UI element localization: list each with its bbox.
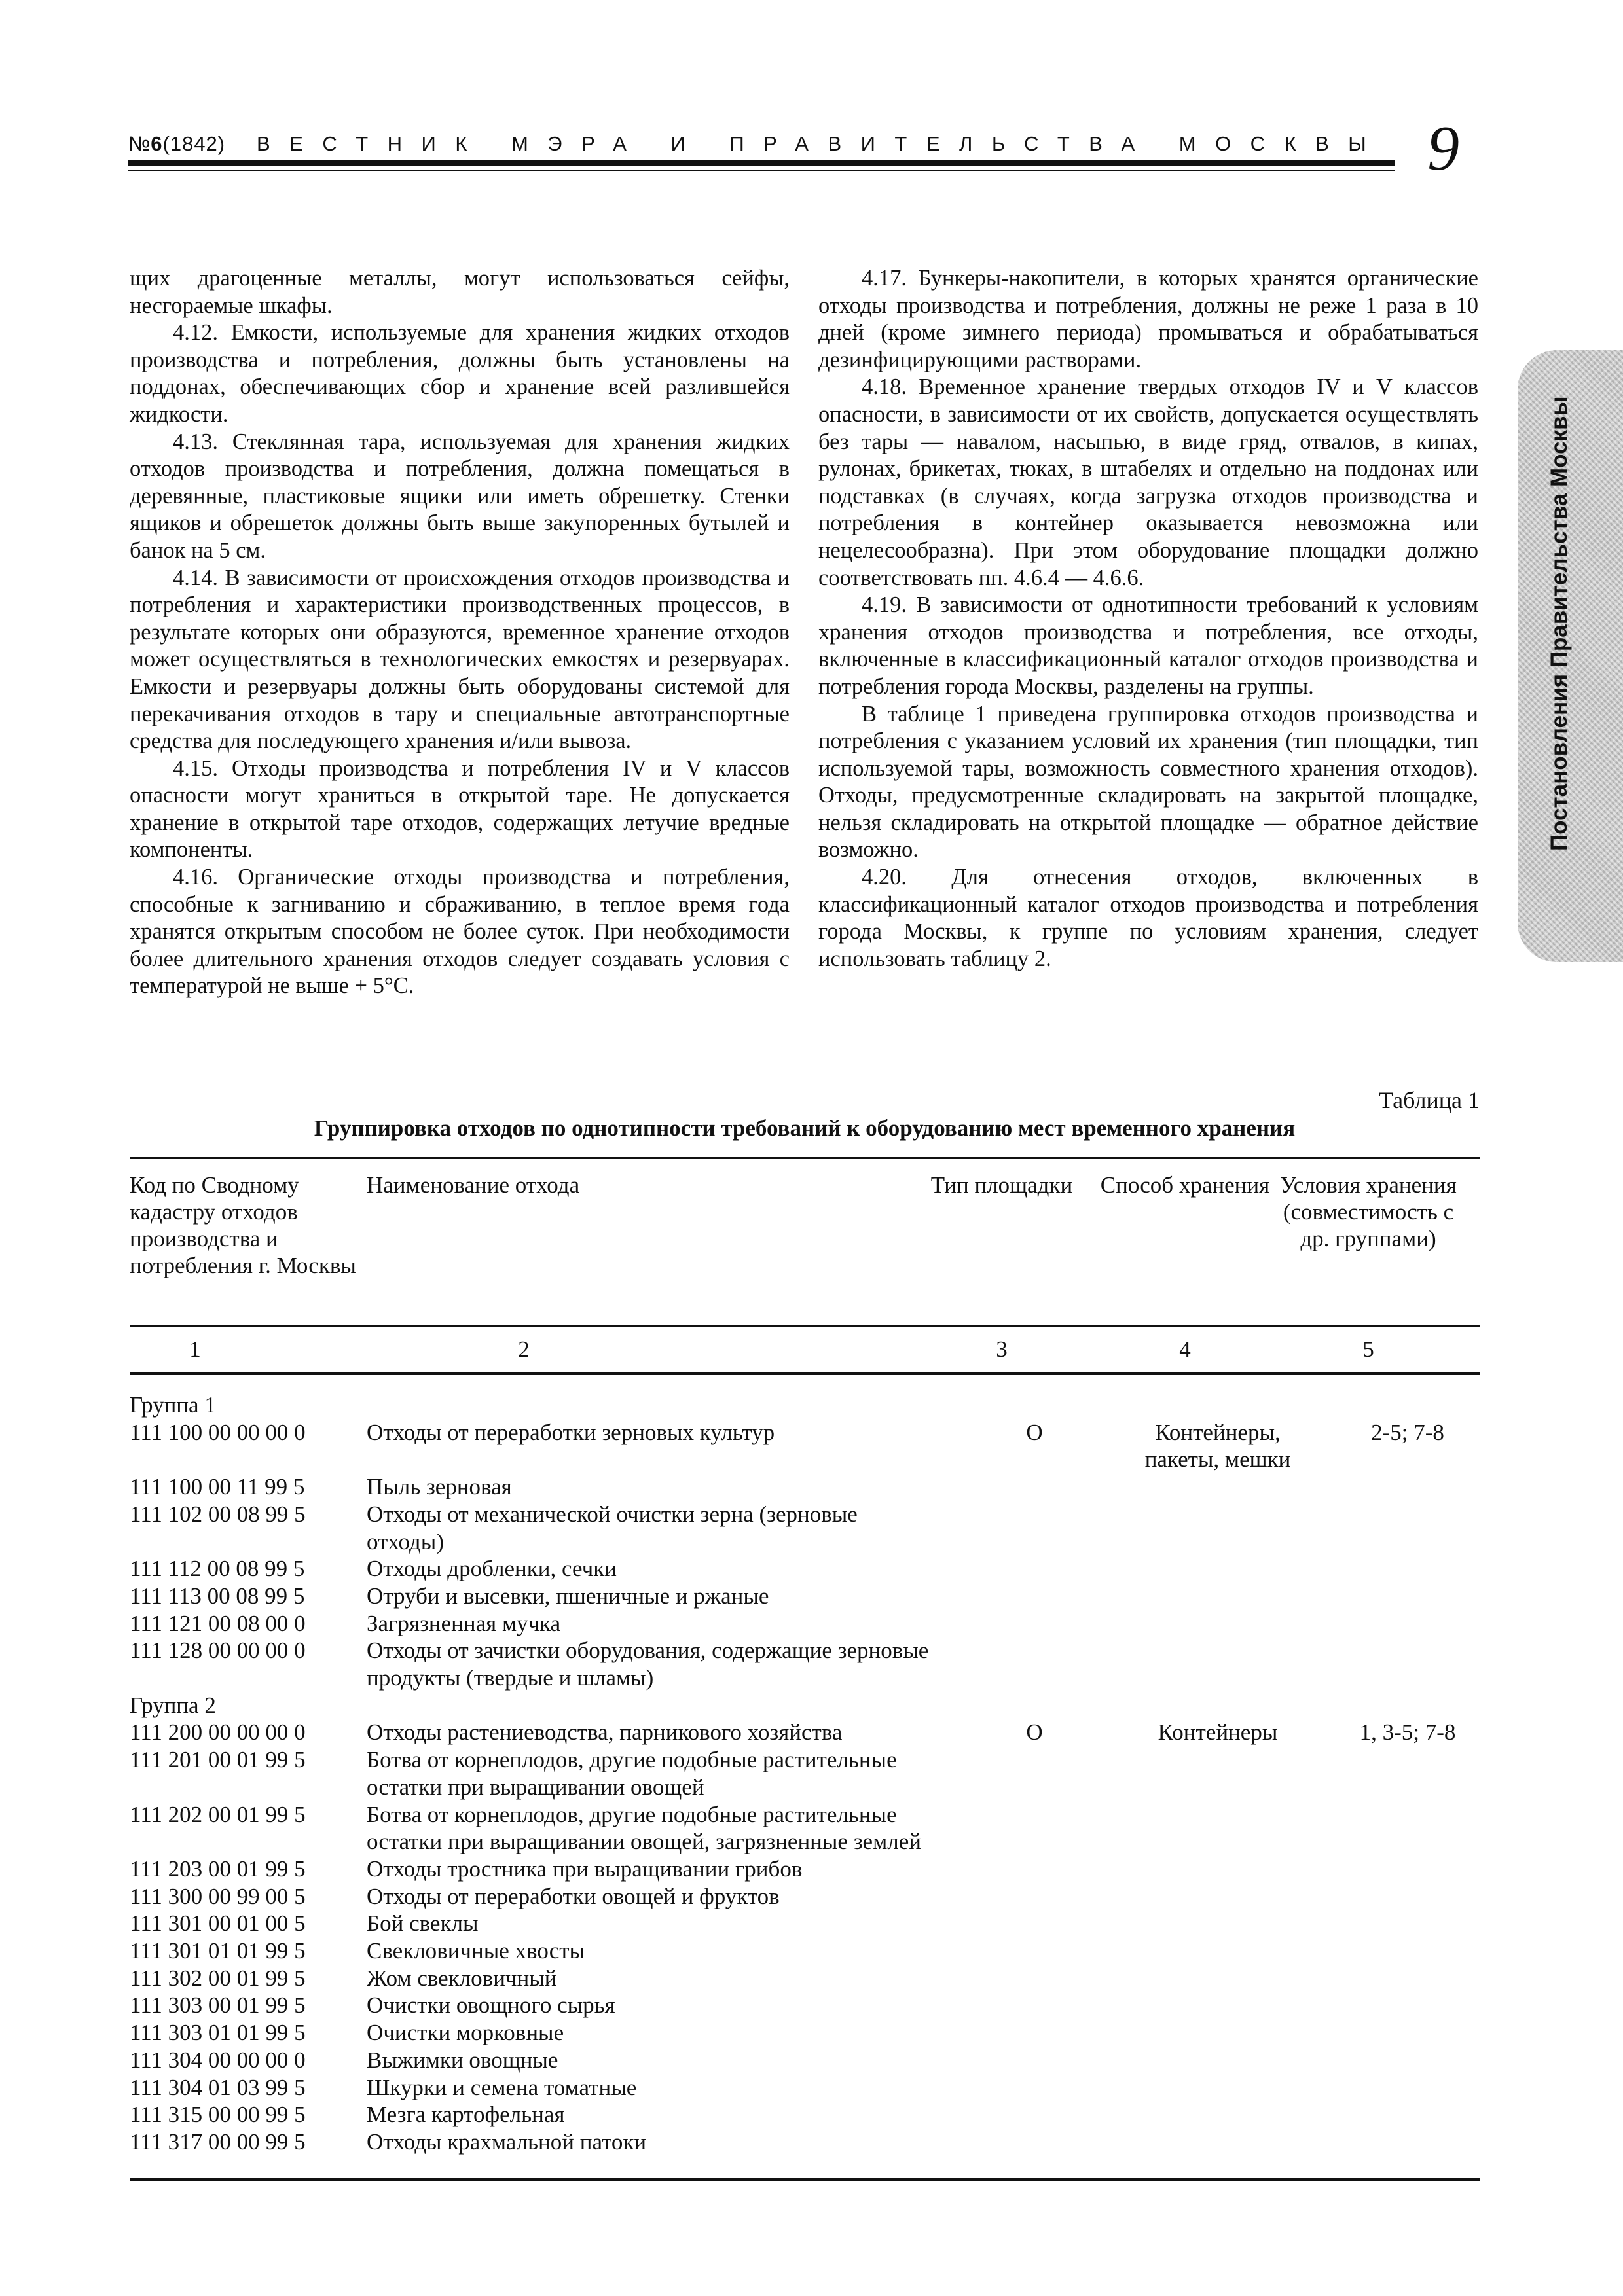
table-row (130, 2128, 1480, 2156)
site-type-cell (936, 1856, 1133, 1883)
site-type-cell (936, 1473, 1133, 1501)
table-bottom-rule (130, 2178, 1480, 2181)
table-header-rule (130, 1325, 1480, 1327)
storage-method-cell (1120, 2019, 1316, 2047)
column-header-site-type: Тип площадки (930, 1172, 1073, 1198)
storage-method-cell (1120, 2101, 1316, 2128)
paragraph: щих драгоценные металлы, могут использоваться сейфы, несгораемые шкафы. (130, 266, 790, 318)
site-type-cell (936, 1583, 1133, 1610)
waste-name-cell: Отходы растениеводства, парникового хозяйства (367, 1719, 843, 1746)
waste-code-cell: 111 121 00 08 00 0 (130, 1610, 306, 1636)
waste-name-cell: Ботва от корнеплодов, другие подобные растительные остатки при выращивании овощей, загрязненные землей (367, 1801, 921, 1855)
table-row (130, 1746, 1480, 1801)
storage-conditions-cell (1309, 1746, 1506, 1801)
column-header-storage-method: Способ хранения (1100, 1172, 1270, 1198)
header-rule-thick (128, 160, 1395, 166)
site-type-cell (936, 1883, 1133, 1910)
site-type-cell (936, 1910, 1133, 1937)
waste-code-cell: 111 315 00 00 99 5 (130, 2102, 306, 2128)
storage-method-cell (1120, 1801, 1316, 1856)
paragraph: 4.19. В зависимости от однотипности требований к условиям хранения отходов производства и потребления, все отходы, включенные в классификационный каталог отходов производства и потребления города Москвы, разделены на группы. (818, 592, 1478, 699)
site-type-cell (936, 2074, 1133, 2102)
storage-method-cell (1120, 1610, 1316, 1638)
table-row (130, 1937, 1480, 1965)
column-number-1: 1 (189, 1336, 201, 1362)
table-row (130, 2101, 1480, 2128)
storage-method-cell (1120, 1746, 1316, 1801)
storage-method-cell (1120, 2074, 1316, 2102)
storage-conditions-cell (1309, 1801, 1506, 1856)
issue-number: №6(1842) (128, 132, 226, 155)
waste-code-cell: 111 113 00 08 99 5 (130, 1583, 305, 1609)
storage-conditions-cell (1309, 1937, 1506, 1965)
storage-conditions-cell (1309, 2074, 1506, 2102)
site-type-cell: О (1026, 1419, 1043, 1445)
waste-code-cell: 111 302 00 01 99 5 (130, 1965, 306, 1991)
paragraph: 4.16. Органические отходы производства и потребления, способные к загниванию и сбраживанию, в теплое время года хранятся открытым способом не более суток. При необходимости более длительного хранения отходов следует создавать условия с температурой не выше + 5°С. (130, 865, 790, 999)
paragraph: 4.13. Стеклянная тара, используемая для хранения жидких отходов производства и потребления, должна помещаться в деревянные, пластиковые ящики или иметь обрешетку. Стенки ящиков и обрешеток должны быть выше закупоренных бутылей и банок на 5 см. (130, 429, 790, 563)
waste-code-cell: 111 100 00 00 00 0 (130, 1419, 306, 1445)
column-header-storage-conditions: Условия хранения (совместимость с др. группами) (1280, 1172, 1457, 1251)
site-type-cell (936, 1637, 1133, 1691)
waste-code-cell: 111 304 01 03 99 5 (130, 2074, 306, 2100)
storage-method-cell (1120, 1992, 1316, 2019)
table-body (130, 1391, 1480, 2156)
storage-method-cell (1120, 1473, 1316, 1501)
site-type-cell (936, 1610, 1133, 1638)
waste-code-cell: 111 100 00 11 99 5 (130, 1474, 305, 1500)
table-number-rule (130, 1372, 1480, 1375)
storage-method-cell (1120, 1883, 1316, 1910)
paragraph: 4.17. Бункеры-накопители, в которых хранятся органические отходы производства и потребления, должны не реже 1 раза в 10 дней (кроме зимнего периода) промываться и обрабатываться дезинфицирующими растворами. (818, 266, 1478, 372)
waste-name-cell: Пыль зерновая (367, 1474, 512, 1500)
waste-name-cell: Отходы от механической очистки зерна (зерновые отходы) (367, 1501, 858, 1554)
storage-method-cell (1120, 1583, 1316, 1610)
waste-code-cell: 111 317 00 00 99 5 (130, 2128, 306, 2155)
storage-method-cell (1120, 1910, 1316, 1937)
site-type-cell (936, 1501, 1133, 1555)
storage-method-cell (1120, 2047, 1316, 2074)
left-text-column (130, 265, 790, 1000)
site-type-cell (936, 2019, 1133, 2047)
table-row (130, 2019, 1480, 2047)
table-row (130, 1473, 1480, 1501)
storage-conditions-cell (1309, 1473, 1506, 1501)
waste-name-cell: Отруби и высевки, пшеничные и ржаные (367, 1583, 769, 1609)
waste-name-cell: Отходы от переработки зерновых культур (367, 1419, 775, 1445)
storage-conditions-cell (1309, 1883, 1506, 1910)
storage-conditions-cell: 1, 3-5; 7-8 (1359, 1719, 1456, 1746)
waste-code-cell: 111 202 00 01 99 5 (130, 1801, 306, 1827)
waste-code-cell: 111 301 00 01 00 5 (130, 1910, 306, 1937)
column-header-code: Код по Сводному кадастру отходов производства и потребления г. Москвы (130, 1172, 356, 1278)
waste-name-cell: Очистки морковные (367, 2020, 564, 2046)
table-row (130, 1910, 1480, 1937)
waste-code-cell: 111 128 00 00 00 0 (130, 1638, 306, 1664)
storage-method-cell: Контейнеры, пакеты, мешки (1144, 1419, 1291, 1473)
storage-method-cell (1120, 1937, 1316, 1965)
storage-conditions-cell (1309, 1992, 1506, 2019)
storage-conditions-cell (1309, 1610, 1506, 1638)
waste-code-cell: 111 201 00 01 99 5 (130, 1747, 306, 1773)
site-type-cell (936, 1555, 1133, 1583)
table-top-rule (130, 1157, 1480, 1159)
table-title: Группировка отходов по однотипности требований к оборудованию мест временного хранения (314, 1115, 1296, 1141)
storage-conditions-cell (1309, 2019, 1506, 2047)
journal-title: ВЕСТНИК МЭРА И ПРАВИТЕЛЬСТВА МОСКВЫ (257, 132, 1386, 155)
waste-name-cell: Загрязненная мучка (367, 1610, 561, 1636)
site-type-cell: О (1026, 1719, 1043, 1746)
table-row (130, 1610, 1480, 1638)
site-type-cell (936, 1746, 1133, 1801)
site-type-cell (936, 2047, 1133, 2074)
waste-code-cell: 111 304 00 00 00 0 (130, 2047, 306, 2073)
table-row (130, 1555, 1480, 1583)
storage-method-cell: Контейнеры (1158, 1719, 1278, 1746)
waste-code-cell: 111 300 00 99 00 5 (130, 1883, 306, 1909)
storage-method-cell (1120, 1501, 1316, 1555)
table-row (130, 1992, 1480, 2019)
storage-method-cell (1120, 1965, 1316, 1992)
waste-code-cell: 111 303 01 01 99 5 (130, 2020, 306, 2046)
waste-name-cell: Ботва от корнеплодов, другие подобные растительные остатки при выращивании овощей (367, 1747, 897, 1800)
column-number-2: 2 (518, 1336, 530, 1362)
waste-code-cell: 111 203 00 01 99 5 (130, 1856, 306, 1882)
column-number-5: 5 (1362, 1336, 1374, 1362)
waste-name-cell: Бой свеклы (367, 1910, 479, 1937)
storage-conditions-cell (1309, 1910, 1506, 1937)
section-side-tab-label: Постановления Правительства Москвы (1546, 396, 1572, 851)
waste-code-cell: 111 303 00 01 99 5 (130, 1992, 306, 2018)
table-row (130, 1419, 1480, 1473)
waste-name-cell: Отходы от переработки овощей и фруктов (367, 1883, 780, 1909)
table-row (130, 1965, 1480, 1992)
waste-name-cell: Очистки овощного сырья (367, 1992, 615, 2018)
storage-conditions-cell (1309, 2128, 1506, 2156)
paragraph: 4.15. Отходы производства и потребления IV и V классов опасности могут храниться в открытой таре. Не допускается хранение в открытой таре отходов, содержащих летучие вредные компоненты. (130, 755, 790, 863)
storage-conditions-cell (1309, 1856, 1506, 1883)
storage-method-cell (1120, 1856, 1316, 1883)
group-title: Группа 2 (130, 1692, 216, 1718)
storage-conditions-cell (1309, 2101, 1506, 2128)
column-header-name: Наименование отхода (367, 1172, 580, 1198)
storage-conditions-cell (1309, 1501, 1506, 1555)
waste-code-cell: 111 301 01 01 99 5 (130, 1938, 306, 1964)
storage-method-cell (1120, 1637, 1316, 1691)
table-row (130, 1583, 1480, 1610)
table-row (130, 1719, 1480, 1746)
table-row (130, 1801, 1480, 1856)
table-row (130, 1637, 1480, 1691)
paragraph: 4.14. В зависимости от происхождения отходов производства и потребления и характеристики производственных процессов, в результате которых они образуются, временное хранение отходов может осуществляться в технологических емкостях и резервуарах. Емкости и резервуары должны быть оборудованы системой для перекачивания отходов в тару и специальные автотранспортные средства для последующего хранения и/или вывоза. (130, 565, 790, 754)
storage-conditions-cell (1309, 2047, 1506, 2074)
waste-name-cell: Отходы тростника при выращивании грибов (367, 1856, 803, 1882)
waste-name-cell: Шкурки и семена томатные (367, 2074, 637, 2100)
site-type-cell (936, 1965, 1133, 1992)
waste-name-cell: Мезга картофельная (367, 2102, 565, 2128)
table-row (130, 2074, 1480, 2102)
table-row (130, 2047, 1480, 2074)
paragraph: В таблице 1 приведена группировка отходов производства и потребления с указанием условий их хранения (тип площадки, тип используемой тары, возможность совместного хранения отходов). Отходы, предусмотренные складировать на закрытой площадке, нельзя складировать на открытой площадке — обратное действие возможно. (818, 701, 1478, 863)
site-type-cell (936, 2128, 1133, 2156)
column-number-4: 4 (1179, 1336, 1191, 1362)
waste-name-cell: Свекловичные хвосты (367, 1938, 585, 1964)
site-type-cell (936, 1937, 1133, 1965)
storage-conditions-cell (1309, 1965, 1506, 1992)
header-rule-thin (128, 170, 1395, 171)
site-type-cell (936, 1992, 1133, 2019)
storage-conditions-cell: 2-5; 7-8 (1371, 1419, 1444, 1445)
site-type-cell (936, 1801, 1133, 1856)
storage-method-cell (1120, 1555, 1316, 1583)
paragraph: 4.20. Для отнесения отходов, включенных в классификационный каталог отходов производства и потребления города Москвы, к группе по условиям хранения, следует использовать таблицу 2. (818, 865, 1478, 971)
site-type-cell (936, 2101, 1133, 2128)
group-title: Группа 1 (130, 1392, 216, 1418)
table-row (130, 1883, 1480, 1910)
paragraph: 4.12. Емкости, используемые для хранения жидких отходов производства и потребления, должны быть установлены на поддонах, обеспечивающих сбор и хранение всей разлившейся жидкости. (130, 320, 790, 427)
waste-code-cell: 111 112 00 08 99 5 (130, 1556, 305, 1582)
waste-name-cell: Выжимки овощные (367, 2047, 558, 2073)
table-label: Таблица 1 (1379, 1087, 1480, 1113)
table-row (130, 1856, 1480, 1883)
storage-conditions-cell (1309, 1583, 1506, 1610)
paragraph: 4.18. Временное хранение твердых отходов IV и V классов опасности, в зависимости от их свойств, допускается осуществлять без тары — навалом, насыпью, в виде гряд, отвалов, в кипах, рулонах, брикетах, тюках, в штабелях и отдельно на поддонах или подставках (в случаях, когда загрузка отходов производства и потребления в контейнер оказывается невозможна или нецелесообразна). При этом оборудование площадки должно соответствовать пп. 4.6.4 — 4.6.6. (818, 374, 1478, 590)
storage-method-cell (1120, 2128, 1316, 2156)
table-row (130, 1501, 1480, 1555)
waste-code-cell: 111 200 00 00 00 0 (130, 1719, 306, 1746)
waste-name-cell: Жом свекловичный (367, 1965, 557, 1991)
right-text-column (818, 265, 1478, 973)
storage-conditions-cell (1309, 1637, 1506, 1691)
page-number: 9 (1427, 113, 1459, 184)
storage-conditions-cell (1309, 1555, 1506, 1583)
waste-code-cell: 111 102 00 08 99 5 (130, 1501, 306, 1527)
column-number-3: 3 (996, 1336, 1008, 1362)
waste-name-cell: Отходы от зачистки оборудования, содержащие зерновые продукты (твердые и шламы) (367, 1638, 929, 1691)
waste-name-cell: Отходы крахмальной патоки (367, 2128, 647, 2155)
waste-name-cell: Отходы дробленки, сечки (367, 1556, 617, 1582)
